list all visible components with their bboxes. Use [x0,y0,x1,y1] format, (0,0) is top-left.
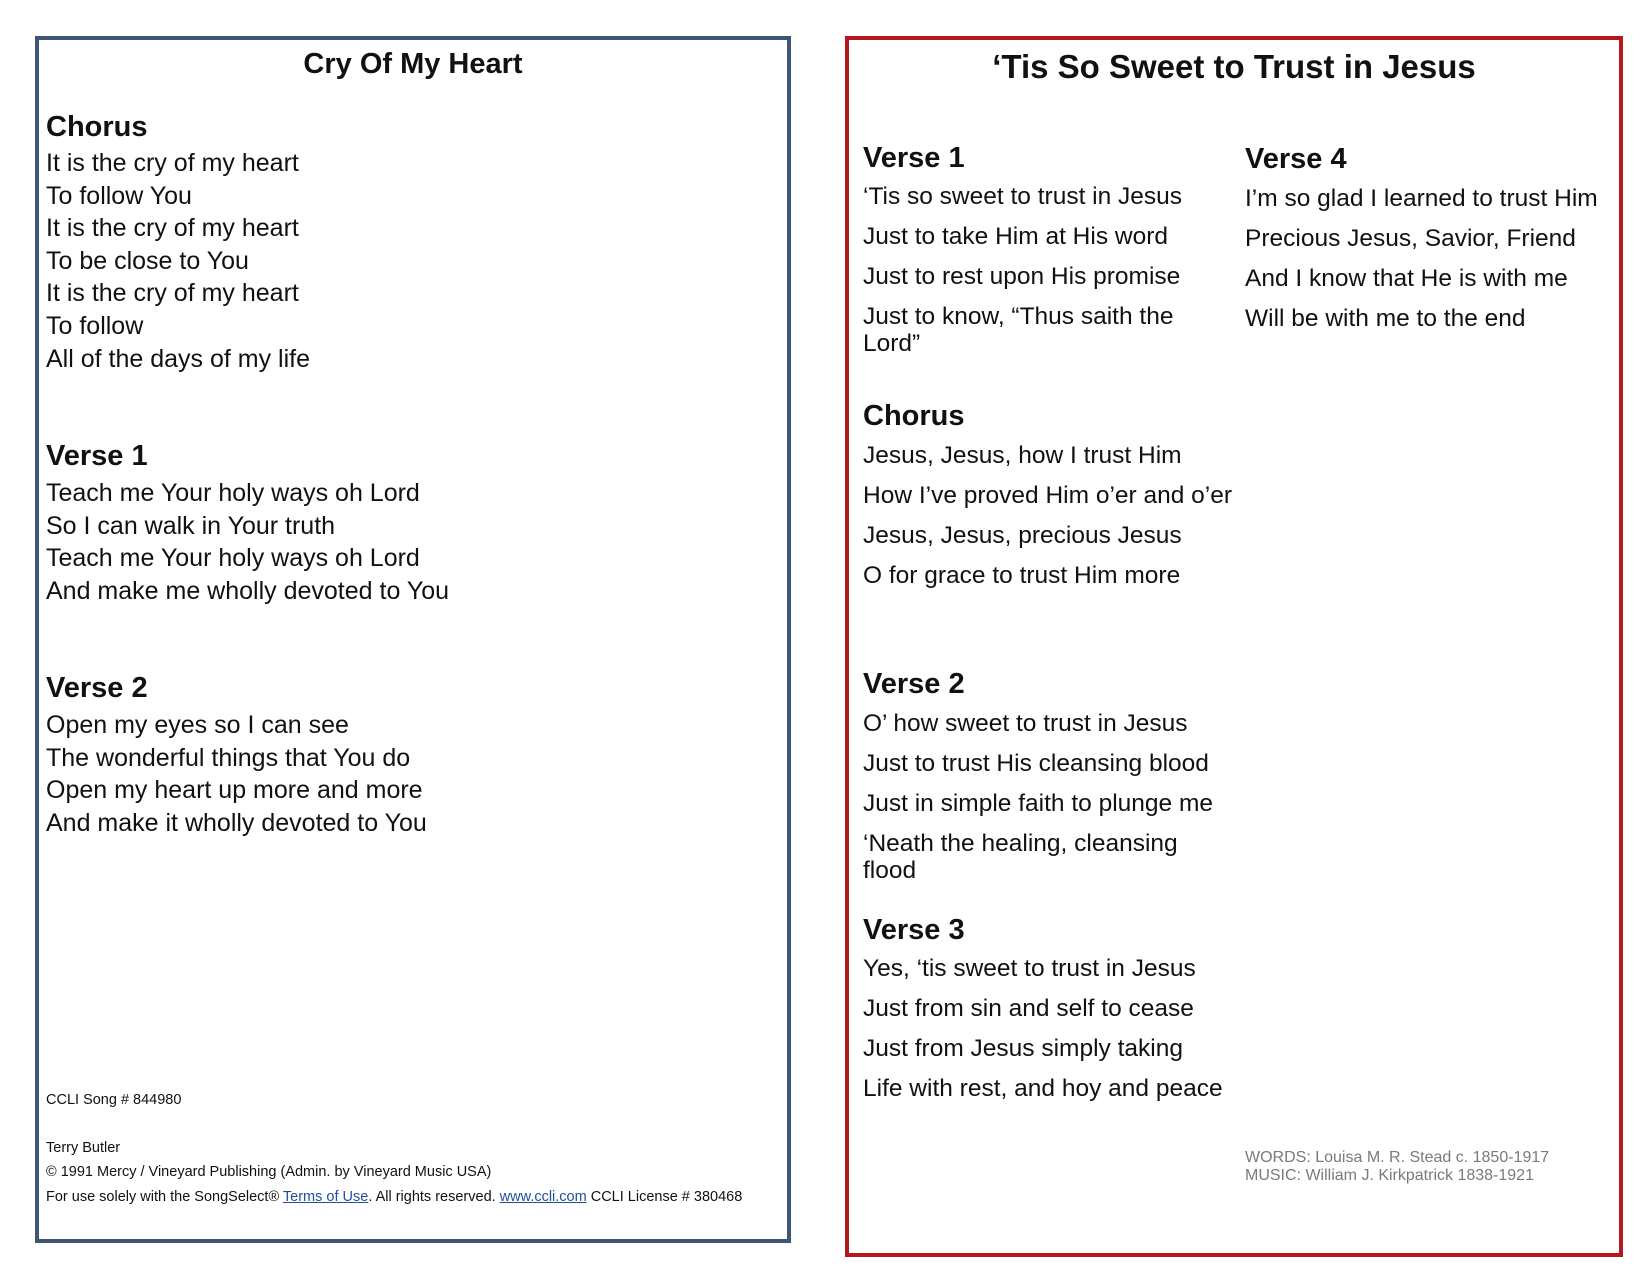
section-heading-chorus: Chorus [863,400,965,432]
verse-1-lyrics [46,477,449,607]
section-heading-verse-2: Verse 2 [46,672,148,704]
tis-so-sweet-card [845,36,1623,1257]
lyric-line: It is the cry of my heart [46,149,299,177]
lyric-line: Will be with me to the end [1245,305,1526,332]
lyric-line: To be close to You [46,246,249,275]
lyric-line: Life with rest, and hoy and peace [863,1075,1223,1102]
section-heading-verse-1: Verse 1 [863,142,965,174]
lyric-line: Just to trust His cleansing blood [863,750,1209,777]
section-heading-verse-2: Verse 2 [863,668,965,700]
music-credit: MUSIC: William J. Kirkpatrick 1838-1921 [1245,1167,1534,1184]
lyric-line: And make it wholly devoted to You [46,808,427,837]
lyric-line: I’m so glad I learned to trust Him [1245,185,1598,212]
verse-2-lyrics [863,710,1233,897]
lyric-line: Just in simple faith to plunge me [863,790,1213,817]
words-credit: WORDS: Louisa M. R. Stead c. 1850-1917 [1245,1149,1550,1166]
section-heading-chorus: Chorus [46,111,148,143]
usage-line [46,1185,742,1209]
lyric-line: Yes, ‘tis sweet to trust in Jesus [863,955,1196,982]
song-title: ‘Tis So Sweet to Trust in Jesus [992,48,1476,85]
terms-of-use-link[interactable]: Terms of Use [282,1188,369,1205]
ccli-song-number: CCLI Song # 844980 [46,1092,182,1108]
lyric-line: Just to rest upon His promise [863,263,1181,290]
verse-4-lyrics [1245,185,1615,345]
song-title: Cry Of My Heart [303,48,523,80]
lyric-line: How I’ve proved Him o’er and o’er [863,482,1233,509]
lyric-line: It is the cry of my heart [46,279,299,308]
hymn-credits [1245,1149,1549,1185]
lyric-line: Just to take Him at His word [863,223,1168,250]
ccli-website-link[interactable]: www.ccli.com [499,1188,587,1205]
lyric-line: Jesus, Jesus, precious Jesus [863,522,1182,549]
usage-prefix: For use solely with the SongSelect® [46,1188,283,1205]
song-author: Terry Butler [46,1140,121,1156]
lyric-line: Open my eyes so I can see [46,711,349,739]
verse-2-lyrics [46,709,427,839]
lyric-line: Just from sin and self to cease [863,995,1194,1022]
lyric-line: O for grace to trust Him more [863,562,1181,589]
copyright-line: © 1991 Mercy / Vineyard Publishing (Admin. by Vineyard Music USA) [46,1164,492,1181]
lyric-line: ‘Tis so sweet to trust in Jesus [863,183,1183,210]
verse-3-lyrics [863,955,1233,1115]
lyric-line: The wonderful things that You do [46,743,411,772]
section-heading-verse-1: Verse 1 [46,440,148,472]
lyric-line: So I can walk in Your truth [46,511,336,540]
lyric-line: And make me wholly devoted to You [46,576,450,605]
lyric-line: Just from Jesus simply taking [863,1035,1183,1062]
lyric-line: It is the cry of my heart [46,214,299,243]
lyric-line: And I know that He is with me [1245,265,1568,292]
lyric-line: All of the days of my life [46,344,311,373]
chorus-lyrics [46,147,310,375]
section-heading-verse-3: Verse 3 [863,914,965,946]
lyric-line: To follow You [46,181,192,210]
lyric-line: O’ how sweet to trust in Jesus [863,710,1188,737]
lyric-line: ‘Neath the healing, cleansing flood [863,830,1178,884]
verse-1-lyrics [863,183,1233,370]
lyric-line: Jesus, Jesus, how I trust Him [863,442,1182,469]
chorus-lyrics [863,442,1233,602]
lyric-line: Precious Jesus, Savior, Friend [1245,225,1576,252]
usage-middle: . All rights reserved. [368,1188,500,1205]
section-heading-verse-4: Verse 4 [1245,143,1347,175]
lyric-line: Just to know, “Thus saith the Lord” [863,303,1174,357]
ccli-license: CCLI License # 380468 [586,1188,743,1205]
lyric-line: To follow [46,311,144,340]
cry-of-my-heart-card [35,36,791,1243]
lyric-line: Teach me Your holy ways oh Lord [46,479,420,507]
lyric-line: Open my heart up more and more [46,776,423,805]
copyright-block [46,1136,742,1209]
lyric-line: Teach me Your holy ways oh Lord [46,544,420,573]
